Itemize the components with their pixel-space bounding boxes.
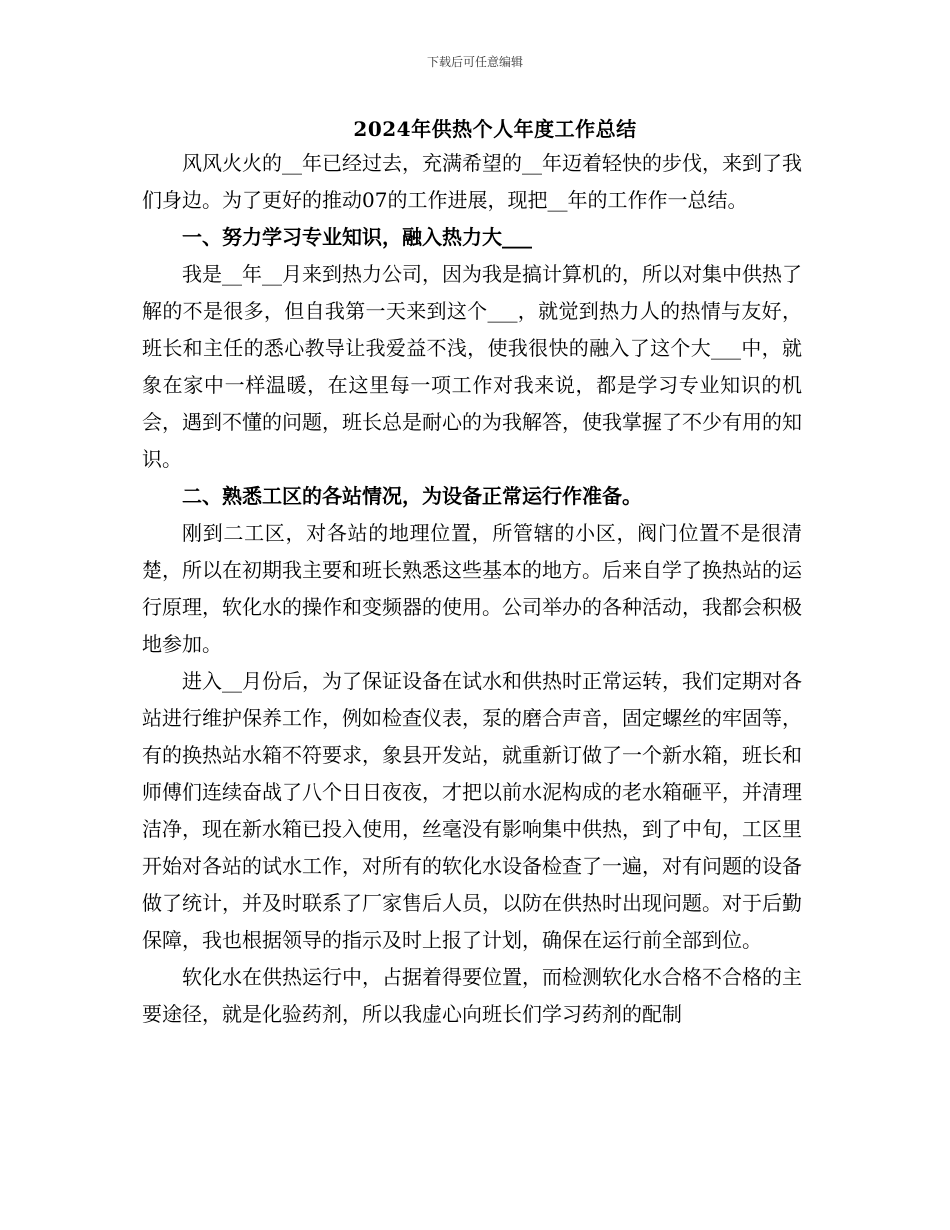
- section-heading-2: 二、熟悉工区的各站情况，为设备正常运行作准备。: [182, 484, 642, 508]
- paragraph-section-2a: 刚到二工区，对各站的地理位置，所管辖的小区，阀门位置不是很清楚，所以在初期我主要和班长熟悉这些基本的地方。后来自学了换热站的运行原理，软化水的操作和变频器的使用。公司举办的各种活动，我都会积极地参加。: [142, 521, 802, 656]
- document-title: 2024年供热个人年度工作总结: [353, 117, 637, 141]
- document-body: [142, 145, 802, 1033]
- section-heading-1: 一、努力学习专业知识，融入热力大___: [182, 225, 532, 249]
- paragraph-intro: 风风火火的__年已经过去，充满希望的__年迈着轻快的步伐，来到了我们身边。为了更好的推动07的工作进展，现把__年的工作作一总结。: [142, 151, 802, 212]
- paragraph-section-2b: 进入__月份后，为了保证设备在试水和供热时正常运转，我们定期对各站进行维护保养工作，例如检查仪表，泵的磨合声音，固定螺丝的牢固等，有的换热站水箱不符要求，象县开发站，就重新订做了一个新水箱，班长和师傅们连续奋战了八个日日夜夜，才把以前水泥构成的老水箱砸平，并清理洁净，现在新水箱已投入使用，丝毫没有影响集中供热，到了中旬，工区里开始对各站的试水工作，对所有的软化水设备检查了一遍，对有问题的设备做了统计，并及时联系了厂家售后人员，以防在供热时出现问题。对于后勤保障，我也根据领导的指示及时上报了计划，确保在运行前全部到位。: [142, 669, 802, 952]
- paragraph-section-1: 我是__年__月来到热力公司，因为我是搞计算机的，所以对集中供热了解的不是很多，但自我第一天来到这个___，就觉到热力人的热情与友好，班长和主任的悉心教导让我爱益不浅，使我很快的融入了这个大___中，就象在家中一样温暖，在这里每一项工作对我来说，都是学习专业知识的机会，遇到不懂的问题，班长总是耐心的为我解答，使我掌握了不少有用的知识。: [142, 262, 802, 471]
- header-note: 下载后可任意编辑: [426, 55, 523, 69]
- paragraph-section-2c: 软化水在供热运行中，占据着得要位置，而检测软化水合格不合格的主要途径，就是化验药剂，所以我虚心向班长们学习药剂的配制: [142, 965, 802, 1026]
